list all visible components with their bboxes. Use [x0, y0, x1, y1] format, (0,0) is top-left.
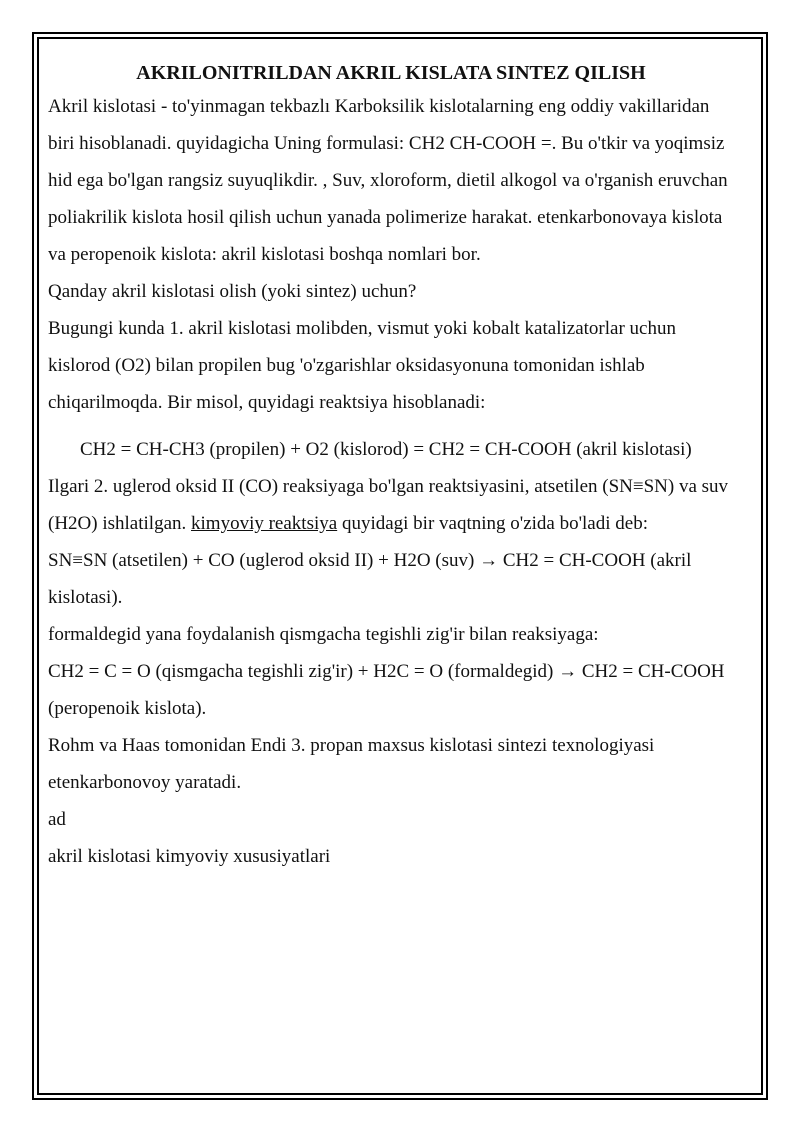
- document-title: AKRILONITRILDAN AKRIL KISLATA SINTEZ QILISH: [136, 62, 646, 84]
- document-body: [48, 58, 738, 875]
- paragraph-method-1: Bugungi kunda 1. akril kislotasi molibden, vismut yoki kobalt katalizatorlar uchun kislorod (O2) bilan propilen bug 'o'zgarishlar oksidasyonuna tomonidan ishlab chiqarilmoqda. Bir misol, quyidagi reaktsiya hisoblanadi:: [48, 318, 676, 413]
- paragraph-formaldehyde: formaldegid yana foydalanish qismgacha tegishli zig'ir bilan reaksiyaga:: [48, 624, 599, 645]
- paragraph-method-2-text-b: quyidagi bir vaqtning o'zida bo'ladi deb:: [337, 513, 648, 534]
- paragraph-question: Qanday akril kislotasi olish (yoki sintez) uchun?: [48, 281, 417, 302]
- paragraph-intro: Akril kislotasi - to'yinmagan tekbazlı Karboksilik kislotalarning eng oddiy vakillaridan biri hisoblanadi. quyidagicha Uning formulasi: CH2 CH-COOH =. Bu o'tkir va yoqimsiz hid ega bo'lgan rangsiz suyuqlikdir. , Suv, xloroform, dietil alkogol va o'rganish eruvchan poliakrilik kislota hosil qilish uchun yanada polimerize harakat. etenkarbonovaya kislota va peropenoik kislota: akril kislotasi boshqa nomlari bor.: [48, 96, 728, 265]
- chemical-reaction-link[interactable]: kimyoviy reaktsiya: [191, 513, 338, 534]
- reaction-acetylene: SN≡SN (atsetilen) + CO (uglerod oksid II) + H2O (suv) → CH2 = CH-COOH (akril kislotasi).: [48, 550, 692, 608]
- paragraph-method-2-text-a: Ilgari 2. uglerod oksid II (CO) reaksiyaga bo'lgan reaktsiyasini, atsetilen (SN≡SN) va suv (H2O) ishlatilgan.: [48, 476, 729, 534]
- line-ad: ad: [48, 809, 66, 830]
- reaction-propylene: CH2 = CH-CH3 (propilen) + O2 (kislorod) = CH2 = CH-COOH (akril kislotasi): [80, 439, 692, 460]
- section-heading-chemical-properties: akril kislotasi kimyoviy xususiyatlari: [48, 846, 331, 867]
- paragraph-method-2: [48, 468, 738, 542]
- reaction-ketene: CH2 = C = O (qismgacha tegishli zig'ir) + H2C = O (formaldegid) → CH2 = CH-COOH (peropenoik kislota).: [48, 661, 725, 719]
- paragraph-method-3: Rohm va Haas tomonidan Endi 3. propan maxsus kislotasi sintezi texnologiyasi etenkarbonovoy yaratadi.: [48, 735, 655, 793]
